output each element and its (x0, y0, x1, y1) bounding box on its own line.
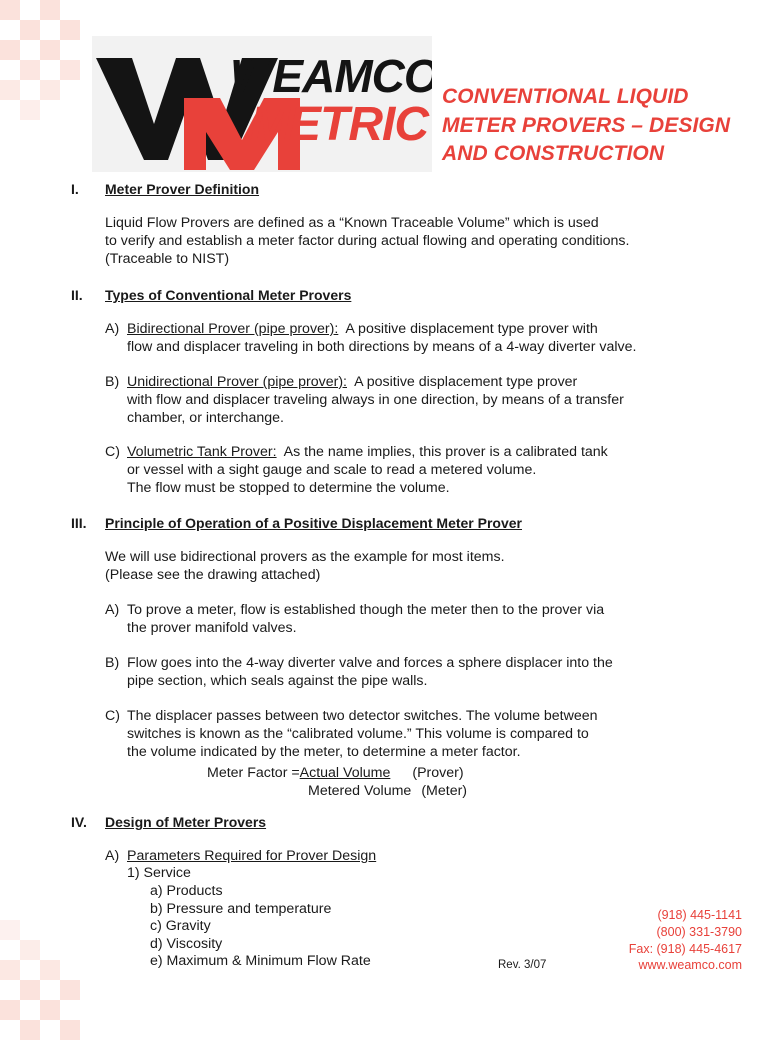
item-marker: C) (105, 708, 120, 724)
formula-numerator: Actual Volume (299, 765, 391, 781)
checker-square (20, 60, 40, 80)
document-title (442, 83, 762, 169)
list-item (105, 655, 613, 691)
section-heading: Design of Meter Provers (105, 814, 267, 830)
checker-pattern (0, 0, 78, 1024)
section-number: I. (71, 181, 79, 197)
item-line: chamber, or interchange. (127, 409, 284, 426)
item-line: pipe section, which seals against the pipe walls. (127, 672, 428, 689)
checker-square (60, 60, 80, 80)
checker-square (60, 20, 80, 40)
sub-list-label: 1) Service (127, 865, 191, 881)
title-line: AND CONSTRUCTION (442, 142, 665, 165)
checker-square (0, 1000, 20, 1020)
list-item (105, 708, 598, 761)
item-term: Bidirectional Prover (pipe prover): (127, 321, 339, 337)
revision-label: Rev. 3/07 (498, 959, 547, 971)
checker-square (0, 40, 20, 60)
list-item (105, 321, 636, 357)
list-item (105, 848, 376, 866)
sub-list-item: c) Gravity (150, 918, 211, 935)
item-marker: C) (105, 444, 120, 460)
paragraph-line: We will use bidirectional provers as the example for most items. (105, 549, 505, 565)
item-line: A positive displacement type prover (347, 374, 578, 390)
meter-factor-formula (207, 764, 467, 800)
list-item (105, 374, 624, 427)
item-marker: B) (105, 374, 120, 390)
checker-square (20, 20, 40, 40)
sub-list-item: e) Maximum & Minimum Flow Rate (150, 953, 371, 970)
item-marker: A) (105, 848, 120, 864)
title-line: METER PROVERS – DESIGN (442, 113, 731, 137)
website-link[interactable]: www.weamco.com (638, 958, 742, 973)
checker-square (0, 80, 20, 100)
weamco-metric-logo (92, 36, 432, 172)
item-line: flow and displacer traveling in both directions by means of a 4-way diverter valve. (127, 338, 637, 355)
fax-number: Fax: (918) 445-4617 (628, 941, 742, 956)
checker-square (60, 1020, 80, 1040)
item-line: As the name implies, this prover is a calibrated tank (276, 444, 608, 460)
checker-square (20, 940, 40, 960)
checker-square (40, 0, 60, 20)
title-line: CONVENTIONAL LIQUID (442, 85, 689, 108)
checker-square (40, 960, 60, 980)
list-item (105, 602, 604, 638)
checker-square (0, 960, 20, 980)
item-marker: A) (105, 321, 120, 337)
paragraph-line: (Traceable to NIST) (105, 250, 230, 267)
item-line: The flow must be stopped to determine the volume. (127, 479, 450, 496)
item-line: To prove a meter, flow is established though the meter then to the prover via (127, 602, 605, 618)
contact-block (560, 907, 742, 974)
section-number: IV. (71, 814, 87, 830)
checker-square (20, 100, 40, 120)
item-term: Parameters Required for Prover Design (127, 848, 377, 864)
logo-text-metric: METRIC (250, 98, 428, 151)
section-paragraph (105, 549, 505, 585)
checker-square (40, 80, 60, 100)
section-number: III. (71, 515, 87, 531)
checker-square (40, 1000, 60, 1020)
section-heading: Types of Conventional Meter Provers (105, 287, 352, 303)
item-line: switches is known as the “calibrated volume.” This volume is compared to (127, 725, 589, 742)
item-line: The displacer passes between two detector switches. The volume between (127, 708, 598, 724)
checker-square (60, 980, 80, 1000)
checker-square (20, 1020, 40, 1040)
paragraph-line: Liquid Flow Provers are defined as a “Known Traceable Volume” which is used (105, 215, 599, 231)
logo-text-weamco: WEAMCO (230, 50, 432, 102)
sub-list-item: d) Viscosity (150, 935, 223, 952)
item-marker: A) (105, 602, 120, 618)
item-line: with flow and displacer traveling always in one direction, by means of a transfer (127, 391, 624, 408)
sub-list-item: b) Pressure and temperature (150, 900, 332, 917)
item-line: the volume indicated by the meter, to determine a meter factor. (127, 743, 521, 760)
item-term: Volumetric Tank Prover: (127, 444, 277, 460)
checker-square (40, 40, 60, 60)
paragraph-line: (Please see the drawing attached) (105, 566, 321, 583)
sub-list (150, 883, 371, 971)
item-line: or vessel with a sight gauge and scale to read a metered volume. (127, 461, 537, 478)
formula-denominator-note: (Meter) (421, 783, 468, 799)
checker-square (0, 0, 20, 20)
item-line: Flow goes into the 4-way diverter valve and forces a sphere displacer into the (127, 655, 613, 671)
paragraph-line: to verify and establish a meter factor during actual flowing and operating conditions. (105, 232, 630, 249)
item-term: Unidirectional Prover (pipe prover): (127, 374, 347, 390)
checker-square (20, 980, 40, 1000)
item-marker: B) (105, 655, 120, 671)
section-heading: Principle of Operation of a Positive Displacement Meter Prover (105, 515, 523, 531)
section-number: II. (71, 287, 83, 303)
formula-lhs: Meter Factor = (207, 765, 300, 781)
phone-number: (800) 331-3790 (656, 924, 742, 939)
checker-square (0, 920, 20, 940)
sub-list-item: a) Products (150, 883, 223, 899)
item-line: the prover manifold valves. (127, 619, 297, 636)
phone-number: (918) 445-1141 (657, 908, 742, 922)
list-item (105, 444, 608, 497)
formula-denominator: Metered Volume (308, 783, 412, 799)
section-heading: Meter Prover Definition (105, 181, 260, 197)
section-paragraph (105, 215, 629, 268)
item-line: A positive displacement type prover with (338, 321, 598, 337)
formula-numerator-note: (Prover) (412, 765, 464, 781)
